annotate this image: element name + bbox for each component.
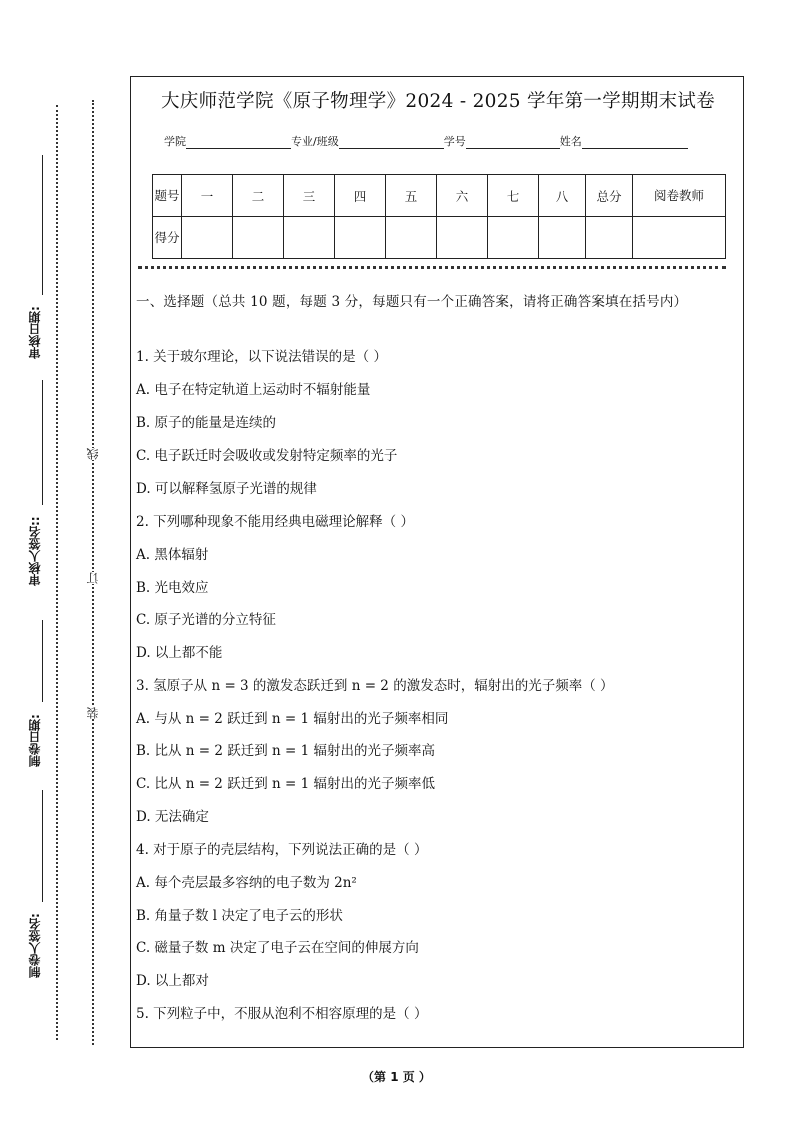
score-row-label: 得分 — [153, 217, 182, 259]
question-option: C. 原子光谱的分立特征 — [136, 612, 276, 628]
score-cell[interactable] — [488, 217, 539, 259]
score-header-cell: 三 — [284, 175, 335, 217]
question-stem: 4. 对于原子的壳层结构，下列说法正确的是（ ） — [136, 842, 428, 858]
question-option: D. 以上都不能 — [136, 645, 223, 661]
audit-signature-label: 审核人签名:: — [28, 516, 42, 586]
field-major-label: 专业/班级 — [291, 135, 339, 148]
score-cell[interactable] — [386, 217, 437, 259]
field-id-label: 学号 — [443, 135, 466, 148]
score-header-cell: 题号 — [153, 175, 182, 217]
score-cell[interactable] — [284, 217, 335, 259]
question-option: D. 可以解释氢原子光谱的规律 — [136, 481, 317, 497]
score-header-cell: 总分 — [586, 175, 633, 217]
dotted-separator — [138, 266, 726, 269]
score-table-score-row — [153, 217, 726, 259]
score-header-cell: 六 — [437, 175, 488, 217]
audit-date-line — [42, 155, 43, 295]
score-header-cell: 阅卷教师 — [633, 175, 726, 217]
score-table-header-row — [153, 175, 726, 217]
binding-char-line: 线 — [86, 448, 100, 460]
student-info-row — [164, 133, 688, 149]
question-option: B. 原子的能量是连续的 — [136, 415, 277, 431]
question-option: A. 黑体辐射 — [136, 547, 209, 563]
score-cell[interactable] — [437, 217, 488, 259]
question-stem: 1. 关于玻尔理论，以下说法错误的是（ ） — [136, 349, 387, 365]
prep-date-label: 制卷日期: — [28, 714, 42, 768]
binding-char-ding: 订 — [86, 572, 100, 584]
audit-date-label: 审核日期: — [28, 306, 42, 360]
question-stem: 2. 下列哪种现象不能用经典电磁理论解释（ ） — [136, 514, 414, 530]
score-table — [152, 174, 726, 259]
prep-signature-line — [42, 790, 43, 902]
score-header-cell: 七 — [488, 175, 539, 217]
score-header-cell: 一 — [182, 175, 233, 217]
score-cell[interactable] — [335, 217, 386, 259]
score-cell[interactable] — [633, 217, 726, 259]
score-header-cell: 五 — [386, 175, 437, 217]
question-option: A. 电子在特定轨道上运动时不辐射能量 — [136, 382, 371, 398]
prep-signature-label: 制卷人签名: — [28, 913, 42, 979]
question-option: C. 电子跃迁时会吸收或发射特定频率的光子 — [136, 448, 398, 464]
field-major-blank[interactable] — [339, 136, 444, 149]
score-cell[interactable] — [233, 217, 284, 259]
field-name-label: 姓名 — [559, 135, 582, 148]
exam-title: 大庆师范学院《原子物理学》2024 - 2025 学年第一学期期末试卷 — [160, 91, 716, 112]
question-option: D. 以上都对 — [136, 973, 209, 989]
field-name-blank[interactable] — [582, 136, 688, 149]
page-number: （第 1 页 ） — [362, 1070, 431, 1084]
question-option: A. 每个壳层最多容纳的电子数为 2n² — [136, 875, 357, 891]
question-option: B. 角量子数 l 决定了电子云的形状 — [136, 908, 343, 924]
field-college-blank[interactable] — [186, 136, 291, 149]
question-option: B. 比从 n = 2 跃迁到 n = 1 辐射出的光子频率高 — [136, 743, 436, 759]
score-header-cell: 八 — [539, 175, 586, 217]
exam-content — [136, 291, 736, 1022]
score-cell[interactable] — [586, 217, 633, 259]
exam-frame — [130, 76, 744, 1048]
binding-char-zhuang: 装 — [86, 707, 100, 719]
score-cell[interactable] — [539, 217, 586, 259]
score-header-cell: 二 — [233, 175, 284, 217]
question-option: B. 光电效应 — [136, 580, 209, 596]
prep-date-line — [42, 620, 43, 702]
score-header-cell: 四 — [335, 175, 386, 217]
question-option: C. 磁量子数 m 决定了电子云在空间的伸展方向 — [136, 940, 419, 956]
question-option: D. 无法确定 — [136, 809, 209, 825]
question-option: C. 比从 n = 2 跃迁到 n = 1 辐射出的光子频率低 — [136, 776, 435, 792]
score-cell[interactable] — [182, 217, 233, 259]
outer-dotted-border — [56, 105, 58, 1040]
audit-signature-line — [42, 380, 43, 505]
question-stem: 3. 氢原子从 n = 3 的激发态跃迁到 n = 2 的激发态时，辐射出的光子频率（ ） — [136, 678, 614, 694]
field-college-label: 学院 — [164, 135, 186, 148]
question-option: A. 与从 n = 2 跃迁到 n = 1 辐射出的光子频率相同 — [136, 711, 449, 727]
question-stem: 5. 下列粒子中，不服从泡利不相容原理的是（ ） — [136, 1006, 428, 1022]
field-id-blank[interactable] — [466, 136, 560, 149]
section-heading: 一、选择题（总共 10 题，每题 3 分，每题只有一个正确答案，请将正确答案填在括号内） — [136, 294, 688, 310]
